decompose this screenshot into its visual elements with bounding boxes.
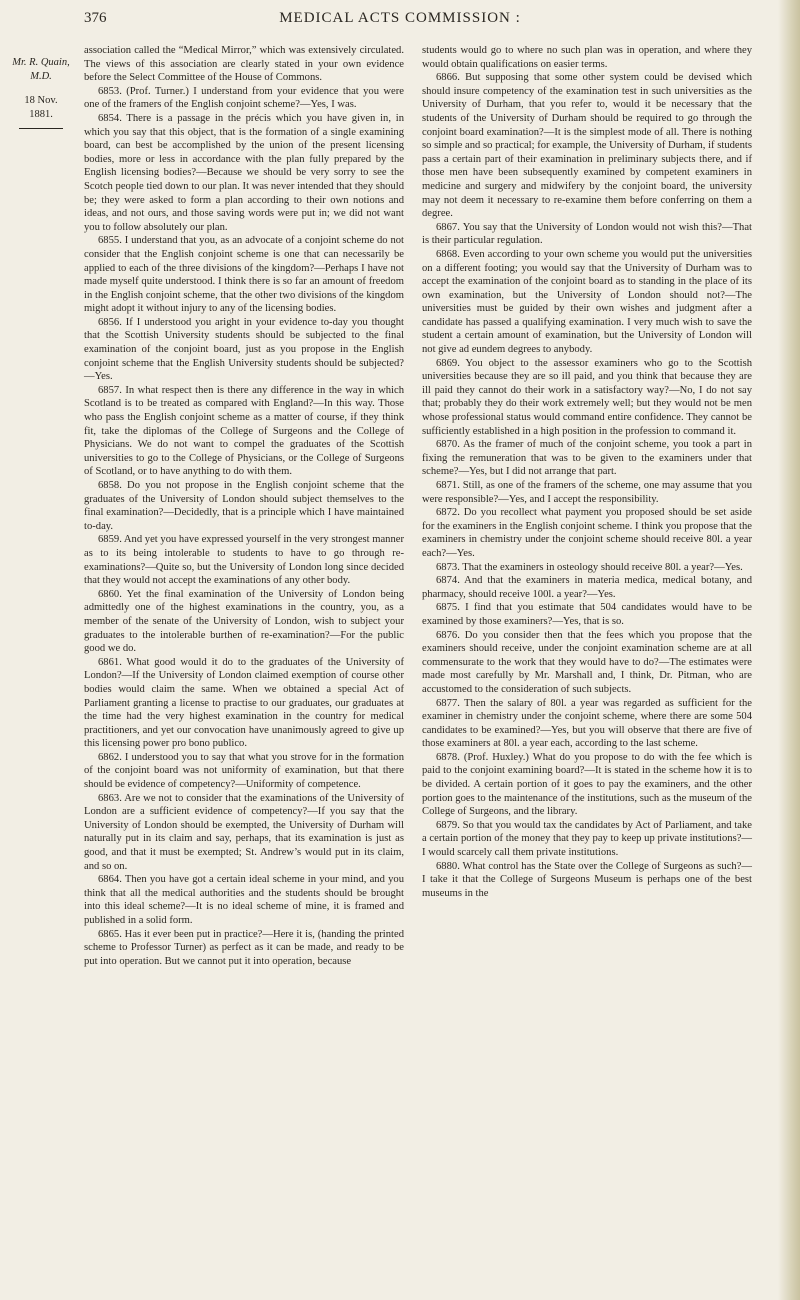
margin-note: [12, 56, 70, 129]
paragraph: 6856. If I understood you aright in your evidence to-day you thought that the Scottish University students should be subjected to the final examination of the conjoint board, just as you propose in the English conjoint scheme that the English University students should be subjected?—Yes.: [84, 316, 404, 383]
paragraph: 6868. Even according to your own scheme you would put the universities on a different footing; you would say that the University of Durham was to accept the examination of the conjoint board as to standing in the place of its own examination, but the University of London should not?—The universities must be guided by their own wishes and judgment after a candidate has passed a qualifying examination. I very much wish to save the student a certain amount of examination, but the University of London will not give ad eundem degrees to anybody.: [422, 248, 752, 356]
paragraph: 6854. There is a passage in the précis which you have given in, in which you say that this object, that is the formation of a single examining board, can best be accomplished by the union of the present licensing bodies, more or less in accordance with the plan fully prepared by the English licensing bodies?—Because we should be very sorry to see the Scotch people tied down to our plan. It was never intended that they should be; they were asked to form a plan according to their own notions and ideas, and not ours, and those saving words were put in; we did not want you to follow absolutely our plan.: [84, 112, 404, 233]
testimony-date: 18 Nov. 1881.: [24, 95, 58, 120]
paragraph: 6863. Are we not to consider that the examinations of the University of London are a sufficient evidence of competency?—If you say that the University of London should be exempted, the University of Durham will naturally put in its claim and say, perhaps, that its examination is just as good, and that it must be exempted; St. Andrew’s would put in its claim, and so on.: [84, 792, 404, 872]
right-column: [422, 44, 752, 900]
paragraph: 6872. Do you recollect what payment you proposed should be set aside for the examiners in the English conjoint scheme. I think you propose that the examiners in chemistry under the conjoint scheme should receive 80l. a year each?—Yes.: [422, 507, 752, 559]
paragraph: 6855. I understand that you, as an advocate of a conjoint scheme do not consider that the English conjoint scheme is one that can necessarily be applied to each of the three divisions of the kingdom?—Perhaps I have not made myself quite understood. I think there is so far an amount of freedom in the English conjoint scheme, that the other two divisions of the kingdom might adopt it without injury to any of the licensing bodies.: [84, 235, 404, 315]
paragraph: 6866. But supposing that some other system could be devised which should insure competency of the examination test in such universities as the University of Durham, that you refer to, would it be necessary that the students of the University of Durham should be required to go through the conjoint board examination?—It is the simplest mode of all. There is nothing so simple and so practical; for example, the University of Durham, if students pass a certain part of their examination in preliminary subjects there, and if those men have been subsequently examined by competent examiners in medicine and surgery and midwifery by the conjoint board, the university may not deem it necessary to re-examine them before conferring on them a degree.: [422, 72, 752, 220]
paragraph: 6864. Then you have got a certain ideal scheme in your mind, and you think that all the medical authorities and the students should be brought into this ideal scheme?—It is no ideal scheme of mine, it is framed and published in a solid form.: [84, 874, 404, 926]
witness-name: Mr. R. Quain, M.D.: [12, 57, 70, 82]
paragraph: 6877. Then the salary of 80l. a year was regarded as sufficient for the examiner in chemistry under the conjoint scheme, where there are some 504 candidates to be examined?—Yes, but you will observe that there are five of those examiners at 80l. a year each, according to the last scheme.: [422, 697, 752, 750]
running-head: MEDICAL ACTS COMMISSION :: [279, 10, 521, 26]
paragraph: 6869. You object to the assessor examiners who go to the Scottish universities because they are so ill paid, and you think that because they are ill paid they cannot do their work in a satisfactory way?—No, I do not say that; probably they do their work extremely well; but they would not be men whose professional status would command entire confidence. They cannot be sufficiently established in a high position in the profession to command it.: [422, 357, 752, 437]
paragraph: 6862. I understood you to say that what you strove for in the formation of the conjoint board was not uniformity of examination, but that there should be evidence of competency?—Uniformity of competence.: [84, 751, 404, 791]
paragraph: 6875. I find that you estimate that 504 candidates would have to be examined by those examiners?—Yes, that is so.: [422, 602, 752, 627]
paragraph: 6879. So that you would tax the candidates by Act of Parliament, and take a certain portion of the money that they pay to keep up private institutions?—I would scarcely call them private institutions.: [422, 819, 752, 859]
paragraph: 6853. (Prof. Turner.) I understand from your evidence that you were one of the framers of the English conjoint scheme?—Yes, I was.: [84, 85, 404, 111]
paragraph: 6865. Has it ever been put in practice?—Here it is, (handing the printed scheme to Professor Turner) as perfect as it can be made, and ready to be put into operation. But we cannot put it into operation, because: [84, 928, 404, 967]
page-header: [0, 10, 800, 32]
paragraph: 6873. That the examiners in osteology should receive 80l. a year?—Yes.: [436, 561, 743, 573]
margin-rule: [19, 128, 63, 129]
paragraph: 6861. What good would it do to the graduates of the University of London?—If the University of London claimed exemption of course other bodies would claim the same. When we obtained a special Act of Parliament granting a license to practise to our graduates, our graduates at the time had the very highest examination in the country for medical practitioners, and yet our convocation have unanimously agreed to give up this licensing power pro bono publico.: [84, 656, 404, 750]
paragraph: association called the “Medical Mirror,” which was extensively circulated. The views of this association are clearly stated in your own evidence before the Select Committee of the House of Commons.: [84, 45, 404, 84]
paragraph: 6858. Do you not propose in the English conjoint scheme that the graduates of the University of London should subject themselves to the final examination?—Decidedly, that is a principle which I have maintained to-day.: [84, 480, 404, 532]
left-column: [84, 44, 404, 968]
page-edge: [778, 0, 800, 1300]
paragraph: 6880. What control has the State over the College of Surgeons as such?—I take it that the College of Surgeons Museum is perhaps one of the best museums in the: [422, 860, 752, 899]
page-number: 376: [84, 10, 107, 26]
paragraph: 6878. (Prof. Huxley.) What do you propose to do with the fee which is paid to the conjoint examining board?—It is stated in the scheme how it is to be divided. A certain portion of it goes to pay the examiners, and the other portion goes to the maintenance of the institutions, such as the museum of the College of Surgeons, and the library.: [422, 751, 752, 818]
paragraph: students would go to where no such plan was in operation, and where they would obtain qualifications on easier terms.: [422, 45, 752, 70]
paragraph: 6870. As the framer of much of the conjoint scheme, you took a part in fixing the remuneration that was to be given to the examiners under that scheme?—Yes, but I did not arrange that part.: [422, 439, 752, 478]
paragraph: 6859. And yet you have expressed yourself in the very strongest manner as to its being intolerable to students to have to go through re-examinations?—Quite so, but the University of London long since decided that they would not accept the examinations of any other body.: [84, 534, 404, 587]
paragraph: 6860. Yet the final examination of the University of London being admittedly one of the highest examinations in the country, you, as a member of the senate of the University of London, wish to subject your graduates to the intolerable burthen of re-examination?—For the public good we do.: [84, 588, 404, 655]
paragraph: 6874. And that the examiners in materia medica, medical botany, and pharmacy, should receive 100l. a year?—Yes.: [422, 575, 752, 600]
paragraph: 6876. Do you consider then that the fees which you propose that the examiners should receive, under the conjoint examination scheme are at all commensurate to the work that they would have to do?—The estimates were made most carefully by Mr. Marshall and, I think, Dr. Pitman, who are accustomed to the consideration of such subjects.: [422, 629, 752, 695]
paragraph: 6871. Still, as one of the framers of the scheme, one may assume that you were responsible?—Yes, and I accept the responsibility.: [422, 480, 752, 505]
paragraph: 6857. In what respect then is there any difference in the way in which Scotland is to be treated as compared with England?—In this way. Those who pass the English conjoint scheme as a matter of course, if they think fit, take the diplomas of the College of Surgeons and the College of Physicians. We do not want to compel the graduates of the Scottish universities to go to the College of Physicians, or the College of Surgeons of Scotland, or to have anything to do with them.: [84, 384, 404, 478]
paragraph: 6867. You say that the University of London would not wish this?—That is their particular regulation.: [422, 221, 752, 247]
